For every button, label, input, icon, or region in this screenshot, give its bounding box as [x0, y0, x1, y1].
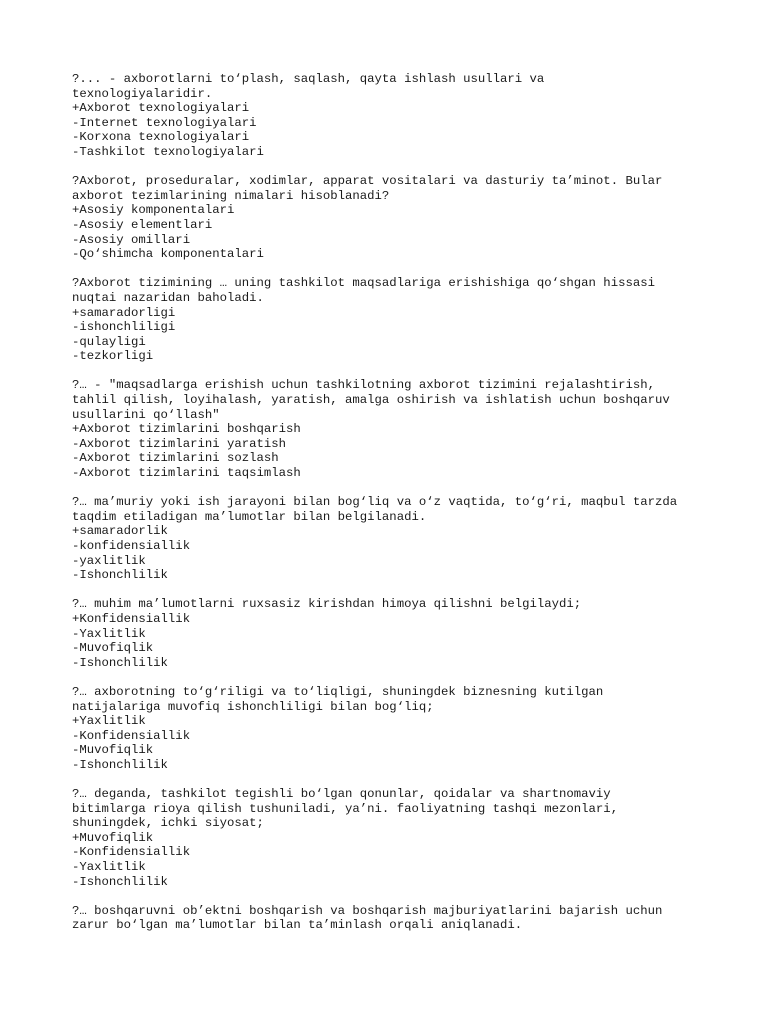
answer-option: -Ishonchlilik [72, 568, 168, 583]
answer-option: -Yaxlitlik [72, 860, 146, 875]
answer-option: -Qo‘shimcha komponentalari [72, 247, 264, 262]
question-text: ?… muhim ma’lumotlarni ruxsasiz kirishdan himoya qilishni belgilaydi; [72, 597, 582, 612]
question-block [72, 72, 712, 160]
answer-option: -Muvofiqlik [72, 641, 154, 656]
answer-option: -Axborot tizimlarini yaratish [72, 436, 287, 451]
answer-option: -Axborot tizimlarini taqsimlash [72, 466, 301, 481]
question-text: ?Axborot, proseduralar, xodimlar, apparat vositalari va dasturiy ta’minot. Bular axborot tezimlarining nimalari hisoblanadi? [72, 174, 663, 203]
answer-option: -Yaxlitlik [72, 626, 146, 641]
answer-option-correct: +Yaxlitlik [72, 714, 146, 729]
answer-option: -Ishonchlilik [72, 655, 168, 670]
answer-option-correct: +Axborot tizimlarini boshqarish [72, 422, 301, 437]
answer-option: -Muvofiqlik [72, 743, 154, 758]
question-text: ?Axborot tizimining … uning tashkilot maqsadlariga erishishiga qo‘shgan hissasi nuqtai nazaridan baholadi. [72, 276, 655, 305]
answer-option: -Internet texnologiyalari [72, 115, 257, 130]
question-text: ?… deganda, tashkilot tegishli bo‘lgan qonunlar, qoidalar va shartnomaviy bitimlarga rioya qilish tushuniladi, ya’ni. faoliyatning tashqi mezonlari, shuningdek, ichki siyosat; [72, 787, 619, 831]
question-block [72, 495, 712, 583]
answer-option: -Axborot tizimlarini sozlash [72, 451, 279, 466]
answer-option: -Tashkilot texnologiyalari [72, 144, 264, 159]
question-text: ?… boshqaruvni ob’ektni boshqarish va boshqarish majburiyatlarini bajarish uchun zarur bo‘lgan ma’lumotlar bilan ta’minlash orqali aniqlanadi. [72, 903, 663, 933]
question-text: ?... - axborotlarni to‘plash, saqlash, qayta ishlash usullari va texnologiyalaridir. [72, 72, 545, 101]
document-page [72, 72, 712, 948]
answer-option-correct: +samaradorligi [72, 305, 176, 320]
question-block [72, 787, 712, 889]
answer-option: -Ishonchlilik [72, 874, 168, 889]
answer-option: -Ishonchlilik [72, 757, 168, 772]
question-block [72, 685, 712, 773]
answer-option-correct: +Muvofiqlik [72, 830, 154, 845]
question-block [72, 378, 712, 480]
answer-option: -konfidensiallik [72, 539, 191, 553]
question-text: ?… ma’muriy yoki ish jarayoni bilan bog‘liq va o‘z vaqtida, to‘g‘ri, maqbul tarzda taqdim etiladigan ma’lumotlar bilan belgilanadi. [72, 495, 678, 524]
answer-option-correct: +Konfidensiallik [72, 611, 191, 626]
question-block [72, 904, 712, 933]
answer-option: -Asosiy elementlari [72, 217, 213, 232]
answer-option: -qulayligi [72, 334, 146, 349]
answer-option: -ishonchliligi [72, 320, 176, 335]
answer-option: -Konfidensiallik [72, 845, 191, 860]
answer-option-correct: +samaradorlik [72, 524, 168, 539]
question-block [72, 597, 712, 670]
question-text: ?… - "maqsadlarga erishish uchun tashkilotning axborot tizimini rejalashtirish, tahlil qilish, loyihalash, yaratish, amalga oshirish va ishlatish uchun boshqaruv usullarini qo‘llash" [72, 378, 670, 422]
answer-option: -tezkorligi [72, 349, 154, 364]
answer-option: -Konfidensiallik [72, 728, 191, 743]
answer-option-correct: +Axborot texnologiyalari [72, 101, 250, 116]
answer-option-correct: +Asosiy komponentalari [72, 203, 235, 218]
answer-option: -Korxona texnologiyalari [72, 130, 250, 145]
question-block [72, 174, 712, 262]
answer-option: -yaxlitlik [72, 553, 146, 568]
answer-option: -Asosiy omillari [72, 232, 191, 247]
question-block [72, 276, 712, 364]
question-text: ?… axborotning to‘g‘riligi va to‘liqligi, shuningdek biznesning kutilgan natijalariga muvofiq ishonchliligi bilan bog‘liq; [72, 684, 604, 714]
